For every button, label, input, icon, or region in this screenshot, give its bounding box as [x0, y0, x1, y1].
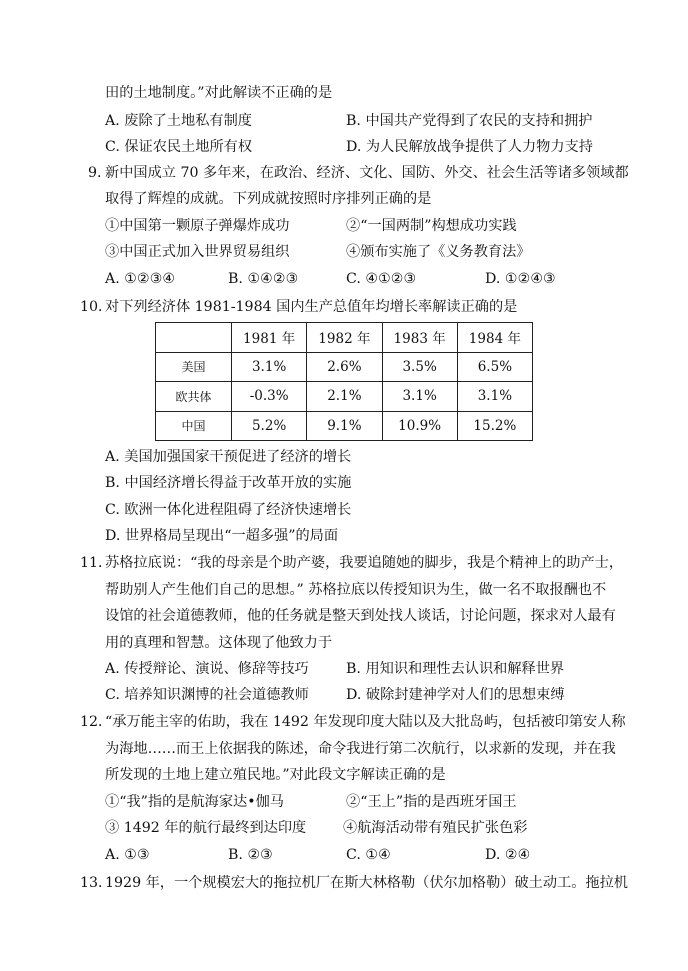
- table-cell: -0.3%: [232, 382, 307, 412]
- table-cell: 10.9%: [382, 411, 457, 441]
- q12-number: 12．: [80, 714, 113, 730]
- q9-number: 9．: [88, 165, 112, 181]
- table-cell: 3.1%: [457, 382, 532, 412]
- table-cell: 6.5%: [457, 352, 532, 382]
- q11-option-d: D. 破除封建神学对人们的思想束缚: [346, 687, 565, 703]
- table-header-cell: [156, 323, 232, 353]
- q10-option-b: B. 中国经济增长得益于改革开放的实施: [105, 475, 352, 491]
- q11-number: 11．: [80, 555, 113, 571]
- q11-stem-line2: 帮助别人产生他们自己的思想。” 苏格拉底以传授知识为生，做一名不取报酬也不: [105, 582, 607, 598]
- q12-stem-line1: “承万能主宰的佑助，我在 1492 年发现印度大陆以及大批岛屿，包括被印第安人称: [105, 714, 626, 730]
- q8-option-b: B. 中国共产党得到了农民的支持和拥护: [346, 113, 593, 129]
- q10-number: 10．: [80, 299, 113, 315]
- q8-option-c: C. 保证农民土地所有权: [105, 139, 253, 155]
- q10-option-d: D. 世界格局呈现出“一超多强”的局面: [105, 528, 339, 544]
- q8-option-a: A. 废除了土地私有制度: [105, 113, 252, 129]
- table-cell: 3.1%: [232, 352, 307, 382]
- table-row: [156, 382, 533, 412]
- q11-stem-line1: 苏格拉底说：“我的母亲是个助产婆，我要追随她的脚步，我是个精神上的助产士，: [105, 555, 624, 571]
- q9-option-a: A. ①②③④: [105, 271, 176, 287]
- row-label: 中国: [156, 411, 232, 441]
- q8-stem-continuation: 田的土地制度。”对此解读不正确的是: [105, 85, 333, 101]
- q12-option-c: C. ①④: [346, 847, 391, 863]
- q9-item-3: ③中国正式加入世界贸易组织: [105, 244, 290, 260]
- q8-option-d: D. 为人民解放战争提供了人力物力支持: [346, 139, 593, 155]
- row-label: 欧共体: [156, 382, 232, 412]
- q11-option-a: A. 传授辩论、演说、修辞等技巧: [105, 661, 309, 677]
- q9-option-c: C. ④①②③: [346, 271, 417, 287]
- table-cell: 2.1%: [307, 382, 382, 412]
- q11-stem-line4: 用的真理和智慧。这体现了他致力于: [105, 635, 333, 651]
- q10-option-a: A. 美国加强国家干预促进了经济的增长: [105, 449, 352, 465]
- q9-stem-line1: 新中国成立 70 多年来，在政治、经济、文化、国防、外交、社会生活等诸多领域都: [105, 165, 629, 181]
- table-header-cell: 1984 年: [457, 323, 532, 353]
- table-cell: 3.1%: [382, 382, 457, 412]
- q9-item-2: ②“一国两制”构想成功实践: [346, 218, 517, 234]
- table-cell: 9.1%: [307, 411, 382, 441]
- q12-option-d: D. ②④: [485, 847, 531, 863]
- q12-stem-line2: 为海地……而王上依据我的陈述，命令我进行第二次航行，以求新的发现，并在我: [105, 741, 616, 757]
- q12-item-3: ③ 1492 年的航行最终到达印度: [105, 820, 307, 836]
- q12-item-2: ②“王上”指的是西班牙国王: [346, 794, 517, 810]
- q12-item-1: ①“我”指的是航海家达•伽马: [105, 794, 284, 810]
- q10-stem: 对下列经济体 1981-1984 国内生产总值年均增长率解读正确的是: [105, 299, 518, 315]
- table-cell: 15.2%: [457, 411, 532, 441]
- q9-item-1: ①中国第一颗原子弹爆炸成功: [105, 218, 290, 234]
- table-header-cell: 1982 年: [307, 323, 382, 353]
- q11-stem-line3: 设馆的社会道德教师，他的任务就是整天到处找人谈话，讨论问题，探求对人最有: [105, 608, 616, 624]
- q12-stem-line3: 所发现的土地上建立殖民地。”对此段文字解读正确的是: [105, 767, 446, 783]
- table-header-cell: 1981 年: [232, 323, 307, 353]
- q10-option-c: C. 欧洲一体化进程阻碍了经济快速增长: [105, 502, 352, 518]
- q13-number: 13．: [80, 875, 113, 891]
- q12-item-4: ④航海活动带有殖民扩张色彩: [343, 820, 528, 836]
- q9-option-b: B. ①④②③: [228, 271, 299, 287]
- table-cell: 5.2%: [232, 411, 307, 441]
- q12-option-a: A. ①③: [105, 847, 150, 863]
- table-header-cell: 1983 年: [382, 323, 457, 353]
- q12-option-b: B. ②③: [228, 847, 273, 863]
- q9-option-d: D. ①②④③: [485, 271, 556, 287]
- table-cell: 3.5%: [382, 352, 457, 382]
- table-cell: 2.6%: [307, 352, 382, 382]
- q11-option-b: B. 用知识和理性去认识和解释世界: [346, 661, 565, 677]
- q9-stem-line2: 取得了辉煌的成就。下列成就按照时序排列正确的是: [105, 191, 432, 207]
- table-row: [156, 411, 533, 441]
- table-header-row: [156, 323, 533, 353]
- table-row: [156, 352, 533, 382]
- q11-option-c: C. 培养知识渊博的社会道德教师: [105, 687, 309, 703]
- q9-item-4: ④颁布实施了《义务教育法》: [346, 244, 531, 260]
- row-label: 美国: [156, 352, 232, 382]
- gdp-growth-table: [155, 322, 533, 441]
- q13-stem-line1: 1929 年，一个规模宏大的拖拉机厂在斯大林格勒（伏尔加格勒）破土动工。拖拉机: [105, 875, 628, 891]
